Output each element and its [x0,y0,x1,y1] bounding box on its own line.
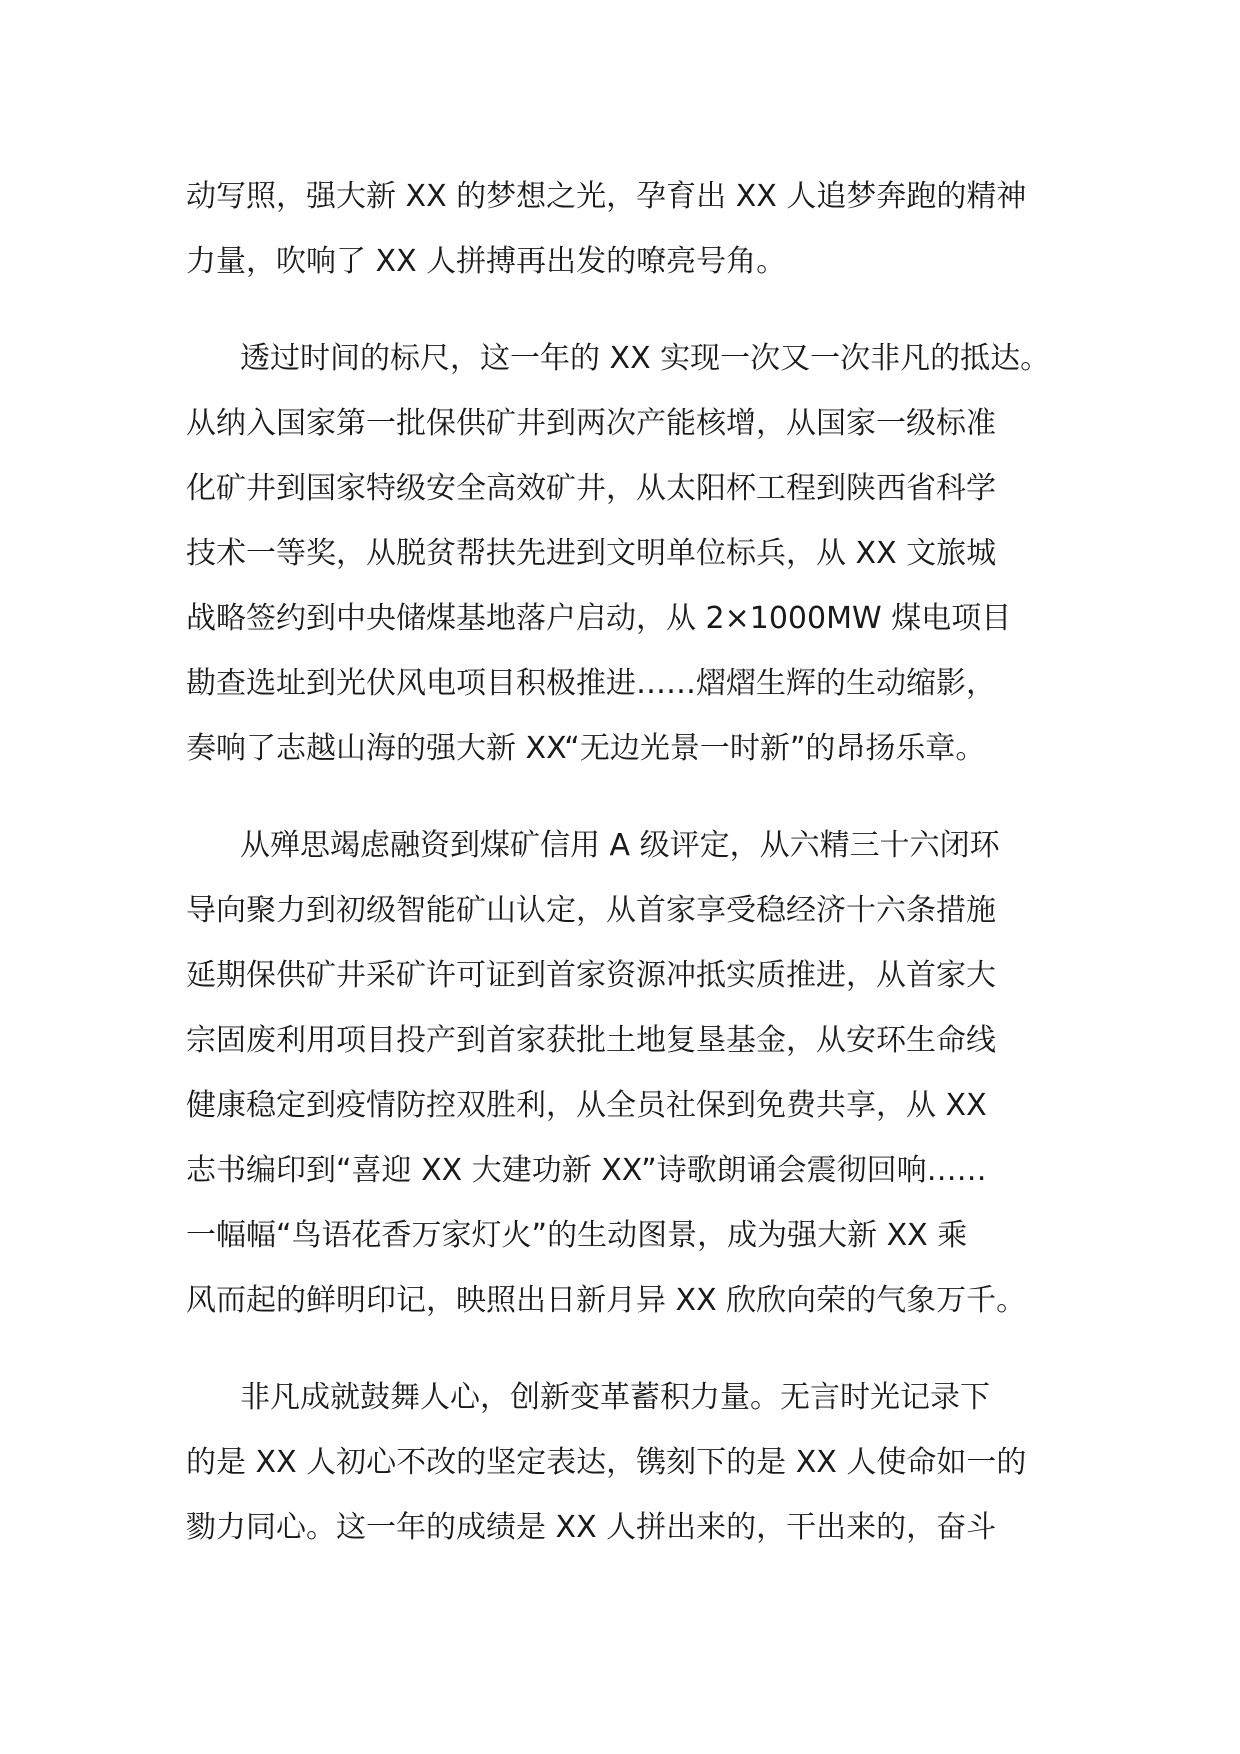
paragraph-line: 一幅幅“鸟语花香万家灯火”的生动图景，成为强大新 XX 乘 [186,1218,968,1253]
paragraph-line: 志书编印到“喜迎 XX 大建功新 XX”诗歌朗诵会震彻回响…… [186,1153,987,1188]
paragraph-4 [186,1365,1054,1560]
paragraph-line: 力量，吹响了 XX 人拼搏再出发的嘹亮号角。 [186,244,787,279]
paragraph-1 [186,164,1054,294]
paragraph-line: 导向聚力到初级智能矿山认定，从首家享受稳经济十六条措施 [186,893,996,928]
paragraph-line: 非凡成就鼓舞人心，创新变革蓄积力量。无言时光记录下 [240,1380,990,1415]
paragraph-2 [186,326,1054,781]
paragraph-line: 风而起的鲜明印记，映照出日新月异 XX 欣欣向荣的气象万千。 [186,1283,1027,1318]
paragraph-line: 透过时间的标尺，这一年的 XX 实现一次又一次非凡的抵达。 [240,341,1051,376]
paragraph-line: 的是 XX 人初心不改的坚定表达，镌刻下的是 XX 人使命如一的 [186,1445,1027,1480]
paragraph-3 [186,813,1054,1333]
paragraph-line: 从纳入国家第一批保供矿井到两次产能核增，从国家一级标准 [186,406,996,441]
paragraph-line: 战略签约到中央储煤基地落户启动，从 2×1000MW 煤电项目 [186,601,1012,636]
paragraph-line: 勘查选址到光伏风电项目积极推进……熠熠生辉的生动缩影， [186,666,996,701]
paragraph-line: 奏响了志越山海的强大新 XX“无边光景一时新”的昂扬乐章。 [186,731,986,766]
paragraph-line: 从殚思竭虑融资到煤矿信用 A 级评定，从六精三十六闭环 [240,828,1000,863]
paragraph-line: 技术一等奖，从脱贫帮扶先进到文明单位标兵，从 XX 文旅城 [186,536,997,571]
paragraph-line: 健康稳定到疫情防控双胜利，从全员社保到免费共享，从 XX [186,1088,987,1123]
paragraph-line: 勠力同心。这一年的成绩是 XX 人拼出来的，干出来的，奋斗 [186,1510,997,1545]
paragraph-line: 延期保供矿井采矿许可证到首家资源冲抵实质推进，从首家大 [186,958,996,993]
document-body [186,164,1054,1592]
paragraph-line: 宗固废利用项目投产到首家获批土地复垦基金，从安环生命线 [186,1023,996,1058]
paragraph-line: 动写照，强大新 XX 的梦想之光，孕育出 XX 人追梦奔跑的精神 [186,179,1027,214]
paragraph-line: 化矿井到国家特级安全高效矿井，从太阳杯工程到陕西省科学 [186,471,996,506]
